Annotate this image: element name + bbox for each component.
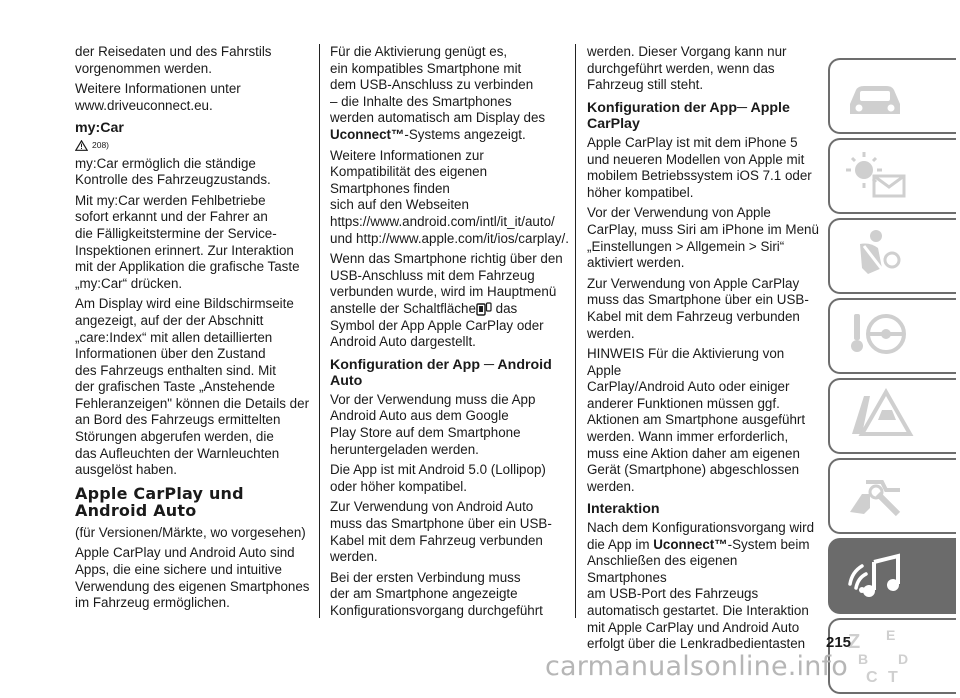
text-run: -System beim Anschließen des eigenen Smartphones am USB-Port des Fahrzeugs automatisch gestartet. Die Interaktion mit Apple CarPlay und Android Auto erfolgt über die Lenkradbedientasten <box>587 536 810 652</box>
paragraph: HINWEIS Für die Aktivierung von Apple CarPlay/Android Auto oder einiger anderer Funktionen müssen ggf. Aktionen am Smartphone ausgeführt werden. Wann immer erforderlich, muss eine Aktion daher am eigenen Gerät (Smartphone) abgeschlossen werden. <box>587 346 806 494</box>
paragraph <box>587 520 819 653</box>
car-overview-icon <box>840 64 910 128</box>
heading-config-android-auto: Konfiguration der App ─ Android Auto <box>330 356 552 390</box>
text-run: -Systems angezeigt. <box>404 126 526 142</box>
index-letter: D <box>898 651 909 667</box>
tab-multimedia[interactable] <box>828 538 956 614</box>
column-divider <box>319 44 320 618</box>
column-divider <box>575 44 576 618</box>
phone-car-icon <box>476 302 492 316</box>
paragraph: Bei der ersten Verbindung muss der am Smartphone angezeigte Konfigurationsvorgang durchgeführt <box>330 569 543 618</box>
index-icon <box>840 624 920 688</box>
warning-reference <box>75 137 315 154</box>
text-run: Für die Aktivierung genügt es, ein kompatibles Smartphone mit dem USB-Anschluss zu verbinden – die Inhalte des Smartphones werden automatisch am Display des <box>330 44 546 126</box>
warning-number: 208) <box>92 139 110 150</box>
paragraph: werden. Dieser Vorgang kann nur durchgeführt werden, wenn das Fahrzeug still steht. <box>587 44 787 93</box>
warning-triangle-icon <box>75 140 88 151</box>
heading-interaktion: Interaktion <box>587 501 660 518</box>
watermark: carmanualsonline.info <box>545 651 848 682</box>
tab-maintenance[interactable] <box>828 458 956 534</box>
paragraph: my:Car ermöglich die ständige Kontrolle des Fahrzeugzustands. <box>75 155 271 188</box>
paragraph: Mit my:Car werden Fehlbetriebe sofort erkannt und der Fahrer an die Fälligkeitstermine der Service- Inspektionen erinnert. Zur Interaktion mit der Applikation die grafische Taste „my:Car“ drücken. <box>75 192 300 291</box>
text-run: Nach dem Konfigurationsvorgang wird die App im <box>587 520 815 552</box>
seat-safety-icon <box>840 224 910 288</box>
tab-road-emergency[interactable] <box>828 378 956 454</box>
column-2 <box>330 44 576 624</box>
paragraph: Vor der Verwendung muss die App Android Auto aus dem Google Play Store auf dem Smartphone heruntergeladen werden. <box>330 391 536 457</box>
paragraph: der Reisedaten und des Fahrstils vorgenommen werden. <box>75 44 272 76</box>
index-letter: B <box>858 651 869 667</box>
heading-mycar: my:Car <box>75 120 124 137</box>
uconnect-brand: Uconnect™ <box>653 536 728 552</box>
index-letter: T <box>888 669 898 686</box>
chapter-tabs <box>828 58 956 698</box>
text-run: Wenn das Smartphone richtig über den USB-Anschluss mit dem Fahrzeug verbunden wurde, wird im Hauptmenü anstelle der Schaltfläche <box>330 251 563 316</box>
paragraph: Vor der Verwendung von Apple CarPlay, muss Siri am iPhone im Menü „Einstellungen > Allgemein > Siri“ aktiviert werden. <box>587 205 819 271</box>
paragraph: Weitere Informationen zur Kompatibilität des eigenen Smartphones finden sich auf den Webseiten https://www.android.com/intl/it_it/auto/ und http://www.apple.com/it/ios/carplay/. <box>330 147 569 246</box>
paragraph: Die App ist mit Android 5.0 (Lollipop) oder höher kompatibel. <box>330 462 546 494</box>
paragraph: Zur Verwendung von Android Auto muss das Smartphone über ein USB- Kabel mit dem Fahrzeug verbunden werden. <box>330 499 552 565</box>
climate-warning-lights-icon <box>840 144 920 208</box>
column-1 <box>75 44 315 616</box>
tab-climate-warning-lights[interactable] <box>828 138 956 214</box>
multimedia-icon <box>840 544 920 608</box>
paragraph: Zur Verwendung von Apple CarPlay muss das Smartphone über ein USB- Kabel mit dem Fahrzeug verbunden werden. <box>587 275 809 341</box>
heading-apple-carplay-android-auto: Apple CarPlay und Android Auto <box>75 483 244 520</box>
paragraph: Apple CarPlay und Android Auto sind Apps, die eine sichere und intuitive Verwendung des eigenen Smartphones im Fahrzeug ermöglichen. <box>75 545 310 611</box>
paragraph: Am Display wird eine Bildschirmseite angezeigt, auf der der Abschnitt „care:Index“ mit allen detaillierten Informationen über den Zustand des Fahrzeugs enthalten sind. Mit der grafischen Taste „Anstehende Fehleranzeigen" können die Details der an Bord des Fahrzeugs ermittelten Störungen abgerufen werden, die das Aufleuchten der Warnleuchten ausgelöst haben. <box>75 296 310 478</box>
steering-start-icon <box>840 304 920 368</box>
index-letter: Z <box>848 631 861 653</box>
paragraph: Apple CarPlay ist mit dem iPhone 5 und neueren Modellen von Apple mit mobilem Betriebssystem iOS 7.1 oder höher kompatibel. <box>587 134 812 200</box>
tab-steering-start[interactable] <box>828 298 956 374</box>
maintenance-icon <box>840 464 920 528</box>
heading-config-apple-carplay: Konfiguration der App─ Apple CarPlay <box>587 99 790 133</box>
uconnect-brand: Uconnect™ <box>330 126 405 142</box>
paragraph: Weitere Informationen unter www.driveuconnect.eu. <box>75 81 241 113</box>
text-run: das Symbol der App Apple CarPlay oder Android Auto dargestellt. <box>330 300 544 350</box>
paragraph <box>330 251 576 351</box>
road-emergency-icon <box>840 384 920 448</box>
paragraph <box>330 44 576 144</box>
index-letter: E <box>886 627 896 643</box>
column-3 <box>587 44 819 657</box>
tab-car-overview[interactable] <box>828 58 956 134</box>
paragraph: (für Versionen/Märkte, wo vorgesehen) <box>75 524 306 540</box>
tab-seat-safety[interactable] <box>828 218 956 294</box>
index-letter: C <box>866 669 878 686</box>
page-number: 215 <box>826 634 852 651</box>
